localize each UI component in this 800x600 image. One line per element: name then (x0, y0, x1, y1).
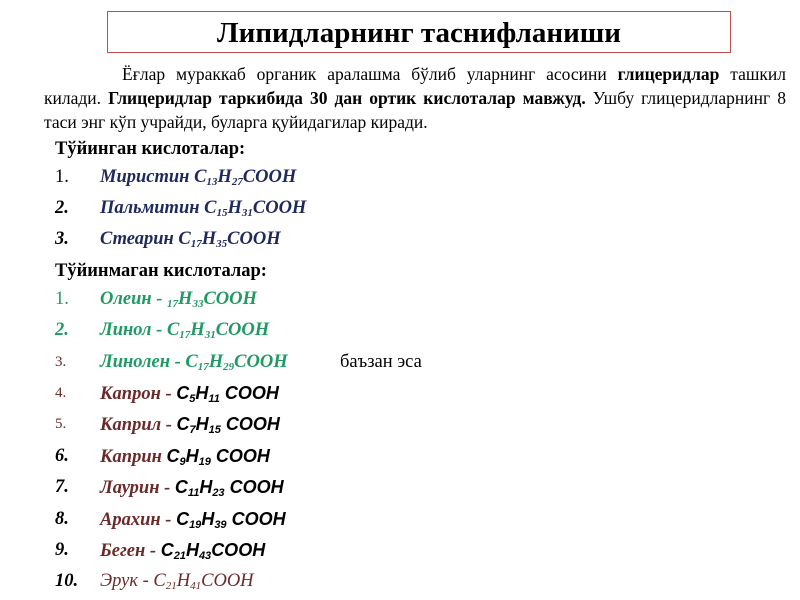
intro-bold-2: Глицеридлар таркибида 30 дан ортик кислоталар мавжуд. (108, 88, 586, 108)
intro-text-2: ташкил килади. (44, 64, 786, 108)
item-number: 6. (55, 446, 69, 466)
acid-name: Пальмитин (100, 198, 205, 218)
intro-paragraph (44, 62, 786, 134)
acid-name: Каприл - (100, 415, 177, 435)
item-number: 3. (55, 229, 69, 249)
intro-bold-1: глицеридлар (617, 64, 720, 84)
intro-text-3: Ушбу глицеридларнинг 8 таси энг кўп учрайди, буларга қуйидагилар киради. (44, 88, 787, 132)
acid-name: Линол - C (100, 320, 180, 340)
unsaturated-heading: Тўйинмаган кислоталар: (55, 261, 267, 281)
acid-name: Эрук - C (100, 571, 166, 591)
acid-name: Стеарин (100, 229, 179, 249)
acid-name: Лаурин - (100, 478, 175, 498)
acid-name: Олеин - (100, 289, 168, 309)
item-number: 10. (55, 571, 79, 591)
item-number: 2. (55, 320, 69, 340)
item-number: 2. (55, 198, 69, 218)
item-number: 5. (55, 416, 67, 432)
item-number: 3. (55, 354, 67, 370)
title-box (107, 11, 731, 53)
item-number: 4. (55, 385, 67, 401)
page-title: Липидларнинг таснифланиши (217, 17, 621, 49)
acid-name: Арахин - (100, 510, 177, 530)
saturated-heading: Тўйинган кислоталар: (55, 139, 246, 159)
note-text: баъзан эса (340, 352, 422, 372)
acid-name: Капрон - (100, 384, 177, 404)
item-number: 8. (55, 509, 69, 529)
acid-name: Линолен - C (100, 352, 198, 372)
item-number: 1. (55, 167, 69, 187)
acid-name: Беген - (100, 541, 161, 561)
item-number: 9. (55, 540, 69, 560)
acid-name: Миристин (100, 167, 195, 187)
acid-name: Каприн (100, 447, 167, 467)
item-number: 1. (55, 289, 69, 309)
item-number: 7. (55, 477, 69, 497)
intro-text-1: Ёғлар мураккаб органик аралашма бўлиб уларнинг асосини (122, 64, 618, 84)
